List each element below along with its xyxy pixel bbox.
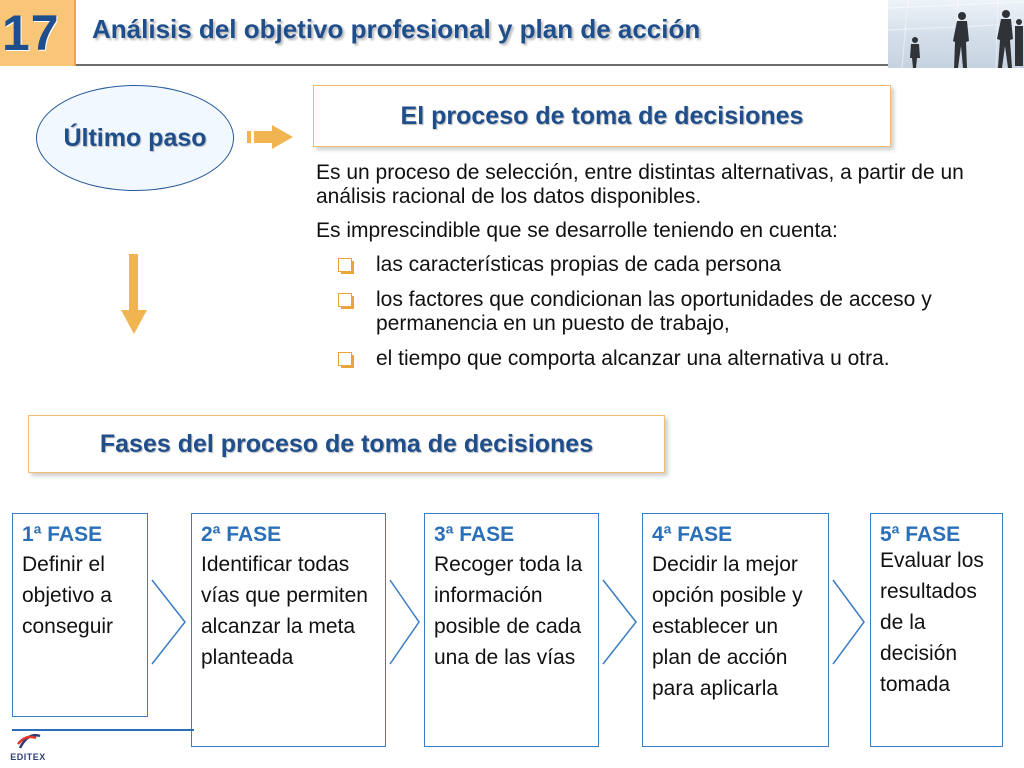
phase-title: 3ª FASE: [434, 523, 515, 546]
business-people-walking-photo: [888, 0, 1024, 68]
editex-logo: [6, 732, 50, 766]
chevron-right-icon: [601, 578, 639, 666]
chevron-right-icon: [388, 578, 422, 666]
list-item: [338, 288, 1016, 336]
definition-paragraph: Es un proceso de selección, entre distintas alternativas, a partir de un análisis racional de los datos disponibles.: [316, 161, 964, 208]
phase-box-4: [642, 513, 829, 747]
phase-description: Recoger toda la información posible de cada una de las vías: [434, 553, 583, 669]
list-item: [338, 253, 1016, 277]
phase-title: 2ª FASE: [201, 523, 282, 546]
list-item: [338, 347, 1016, 371]
logo-text: EDITEX: [10, 752, 46, 762]
decision-process-title-box: [313, 85, 891, 147]
arrow-down-icon: [120, 254, 148, 336]
phase-title: 4ª FASE: [652, 523, 733, 546]
phase-box-2: [191, 513, 386, 747]
checkbox-bullet-icon: [338, 352, 356, 366]
phases-title: Fases del proceso de toma de decisiones: [99, 429, 594, 458]
decision-process-title: El proceso de toma de decisiones: [400, 101, 804, 130]
phase-box-1: [12, 513, 148, 717]
arrow-right-icon: [247, 124, 295, 150]
phase-description: Decidir la mejor opción posible y establecer un plan de acción para aplicarla: [652, 553, 803, 700]
considerations-list: [338, 253, 1016, 371]
footer-divider: [12, 729, 194, 731]
header-divider: [76, 64, 888, 66]
chapter-badge: [0, 0, 76, 66]
bullet-text: los factores que condicionan las oportunidades de acceso y permanencia en un puesto de trabajo,: [376, 288, 932, 335]
bullet-text: las características propias de cada persona: [376, 253, 782, 276]
phase-description: Evaluar los resultados de la decisión tomada: [880, 549, 984, 696]
chapter-number: 17: [2, 5, 60, 61]
last-step-ellipse: [36, 85, 234, 191]
phase-title: 1ª FASE: [22, 523, 103, 546]
phase-box-5: [870, 513, 1003, 747]
phase-description: Identificar todas vías que permiten alcanzar la meta planteada: [201, 553, 368, 669]
bullet-text: el tiempo que comporta alcanzar una alternativa u otra.: [376, 347, 890, 370]
phase-description: Definir el objetivo a conseguir: [22, 553, 114, 638]
checkbox-bullet-icon: [338, 293, 356, 307]
phase-box-3: [424, 513, 599, 747]
last-step-label: Último paso: [63, 123, 207, 152]
page-title: Análisis del objetivo profesional y plan de acción: [92, 14, 701, 44]
considerations-intro: Es imprescindible que se desarrolle teniendo en cuenta:: [316, 219, 838, 242]
phase-title: 5ª FASE: [880, 523, 961, 546]
chevron-right-icon: [150, 578, 188, 666]
phases-title-box: [28, 415, 665, 473]
chevron-right-icon: [831, 578, 867, 666]
decision-process-description: [316, 161, 1016, 382]
checkbox-bullet-icon: [338, 258, 356, 272]
